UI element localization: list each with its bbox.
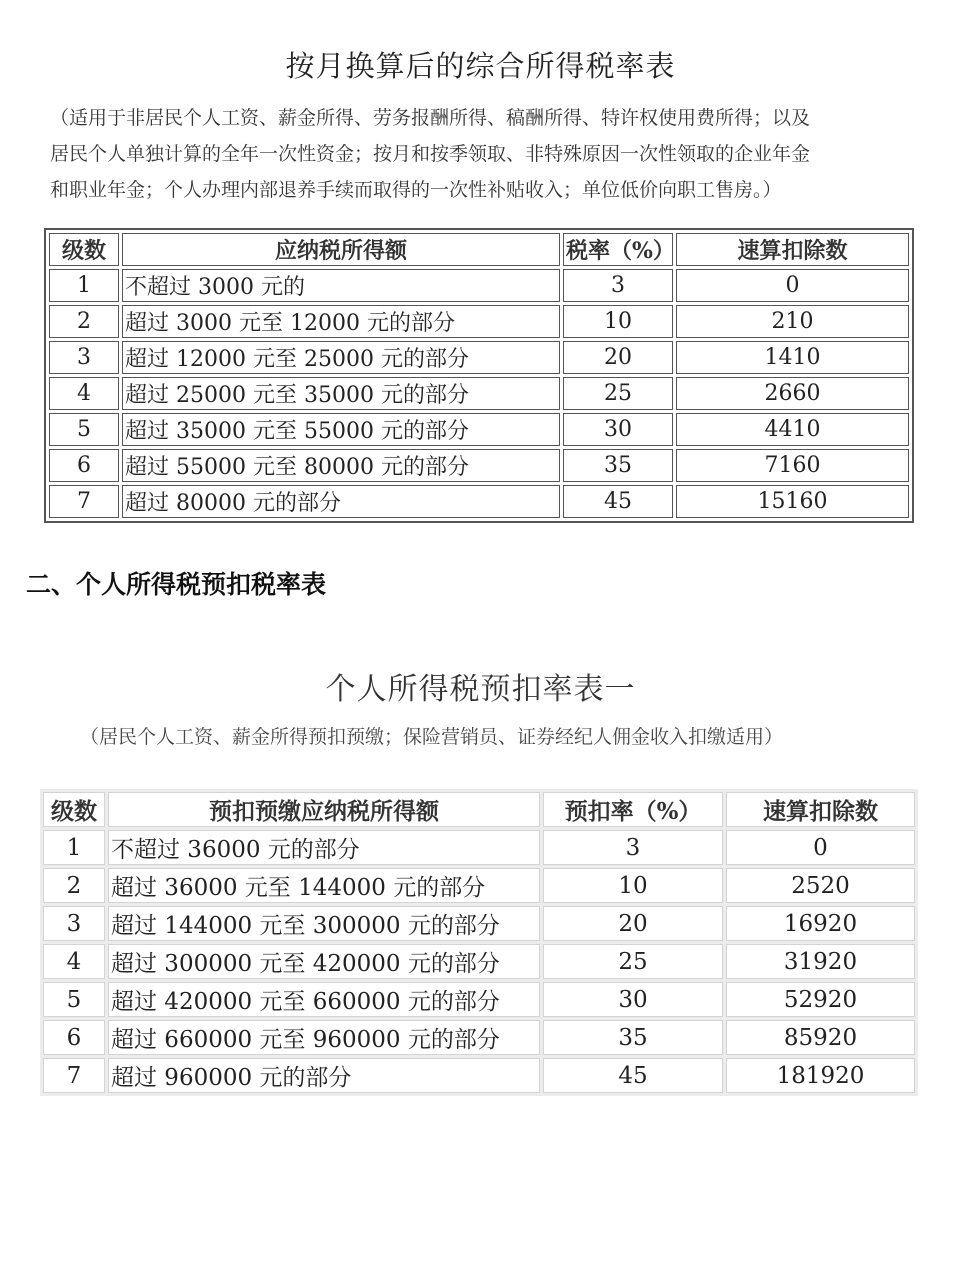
table-row (49, 341, 909, 374)
cell-rate: 45 (563, 485, 673, 518)
cell-rate: 20 (563, 341, 673, 374)
cell-income-range: 超过 3000 元至 12000 元的部分 (122, 305, 560, 338)
cell-rate: 25 (563, 377, 673, 410)
table-row (49, 485, 909, 518)
table-row (43, 868, 915, 903)
cell-deduction: 4410 (676, 413, 909, 446)
withholding-rate-table (40, 789, 918, 1096)
cell-income-range: 超过 25000 元至 35000 元的部分 (122, 377, 560, 410)
table-row (43, 830, 915, 865)
cell-level: 2 (43, 868, 105, 903)
table-row (43, 944, 915, 979)
cell-level: 3 (43, 906, 105, 941)
cell-deduction: 31920 (726, 944, 915, 979)
header-taxable-income: 应纳税所得额 (122, 233, 560, 266)
cell-deduction: 1410 (676, 341, 909, 374)
cell-rate: 35 (563, 449, 673, 482)
table-header-row (43, 792, 915, 827)
cell-income-range: 超过 55000 元至 80000 元的部分 (122, 449, 560, 482)
section-heading: 二、个人所得税预扣税率表 (26, 570, 327, 599)
cell-income-range: 超过 36000 元至 144000 元的部分 (108, 868, 540, 903)
cell-income-range: 超过 80000 元的部分 (122, 485, 560, 518)
cell-rate: 45 (543, 1058, 723, 1093)
table1-note-line: （适用于非居民个人工资、薪金所得、劳务报酬所得、稿酬所得、特许权使用费所得；以及 (50, 107, 811, 129)
cell-income-range: 超过 300000 元至 420000 元的部分 (108, 944, 540, 979)
header-level: 级数 (49, 233, 119, 266)
cell-deduction: 0 (676, 269, 909, 302)
monthly-tax-rate-table (44, 228, 914, 523)
header-taxable-income: 预扣预缴应纳税所得额 (108, 792, 540, 827)
cell-income-range: 超过 12000 元至 25000 元的部分 (122, 341, 560, 374)
table-row (49, 413, 909, 446)
cell-rate: 30 (563, 413, 673, 446)
cell-income-range: 不超过 36000 元的部分 (108, 830, 540, 865)
cell-rate: 25 (543, 944, 723, 979)
cell-deduction: 15160 (676, 485, 909, 518)
table1-note-line: 居民个人单独计算的全年一次性资金；按月和按季领取、非特殊原因一次性领取的企业年金 (50, 143, 811, 165)
cell-deduction: 0 (726, 830, 915, 865)
cell-level: 6 (43, 1020, 105, 1055)
cell-level: 4 (43, 944, 105, 979)
cell-deduction: 181920 (726, 1058, 915, 1093)
table1-note (50, 100, 920, 208)
table2-note: （居民个人工资、薪金所得预扣预缴；保险营销员、证券经纪人佣金收入扣缴适用） (80, 726, 784, 748)
cell-rate: 10 (563, 305, 673, 338)
cell-rate: 20 (543, 906, 723, 941)
cell-income-range: 超过 35000 元至 55000 元的部分 (122, 413, 560, 446)
table-row (43, 1020, 915, 1055)
header-quick-deduction: 速算扣除数 (676, 233, 909, 266)
header-tax-rate: 税率（%） (563, 233, 673, 266)
cell-level: 4 (49, 377, 119, 410)
cell-level: 7 (43, 1058, 105, 1093)
header-quick-deduction: 速算扣除数 (726, 792, 915, 827)
table1-title: 按月换算后的综合所得税率表 (285, 49, 676, 83)
cell-deduction: 2520 (726, 868, 915, 903)
header-withholding-rate: 预扣率（%） (543, 792, 723, 827)
table-header-row (49, 233, 909, 266)
cell-deduction: 85920 (726, 1020, 915, 1055)
cell-rate: 3 (563, 269, 673, 302)
cell-level: 2 (49, 305, 119, 338)
cell-deduction: 2660 (676, 377, 909, 410)
cell-rate: 35 (543, 1020, 723, 1055)
cell-level: 1 (49, 269, 119, 302)
table-row (49, 449, 909, 482)
cell-level: 5 (49, 413, 119, 446)
cell-income-range: 不超过 3000 元的 (122, 269, 560, 302)
table-row (43, 906, 915, 941)
table-row (43, 1058, 915, 1093)
table-row (49, 269, 909, 302)
cell-rate: 3 (543, 830, 723, 865)
table-row (43, 982, 915, 1017)
table1-note-line: 和职业年金；个人办理内部退养手续而取得的一次性补贴收入；单位低价向职工售房。） (50, 179, 782, 201)
cell-level: 7 (49, 485, 119, 518)
table2-title: 个人所得税预扣率表一 (325, 672, 636, 707)
table-row (49, 305, 909, 338)
header-level: 级数 (43, 792, 105, 827)
cell-income-range: 超过 660000 元至 960000 元的部分 (108, 1020, 540, 1055)
cell-level: 3 (49, 341, 119, 374)
cell-income-range: 超过 144000 元至 300000 元的部分 (108, 906, 540, 941)
cell-income-range: 超过 960000 元的部分 (108, 1058, 540, 1093)
table-row (49, 377, 909, 410)
cell-income-range: 超过 420000 元至 660000 元的部分 (108, 982, 540, 1017)
cell-level: 1 (43, 830, 105, 865)
cell-deduction: 52920 (726, 982, 915, 1017)
cell-level: 6 (49, 449, 119, 482)
cell-level: 5 (43, 982, 105, 1017)
cell-deduction: 210 (676, 305, 909, 338)
cell-rate: 10 (543, 868, 723, 903)
cell-deduction: 7160 (676, 449, 909, 482)
cell-rate: 30 (543, 982, 723, 1017)
cell-deduction: 16920 (726, 906, 915, 941)
